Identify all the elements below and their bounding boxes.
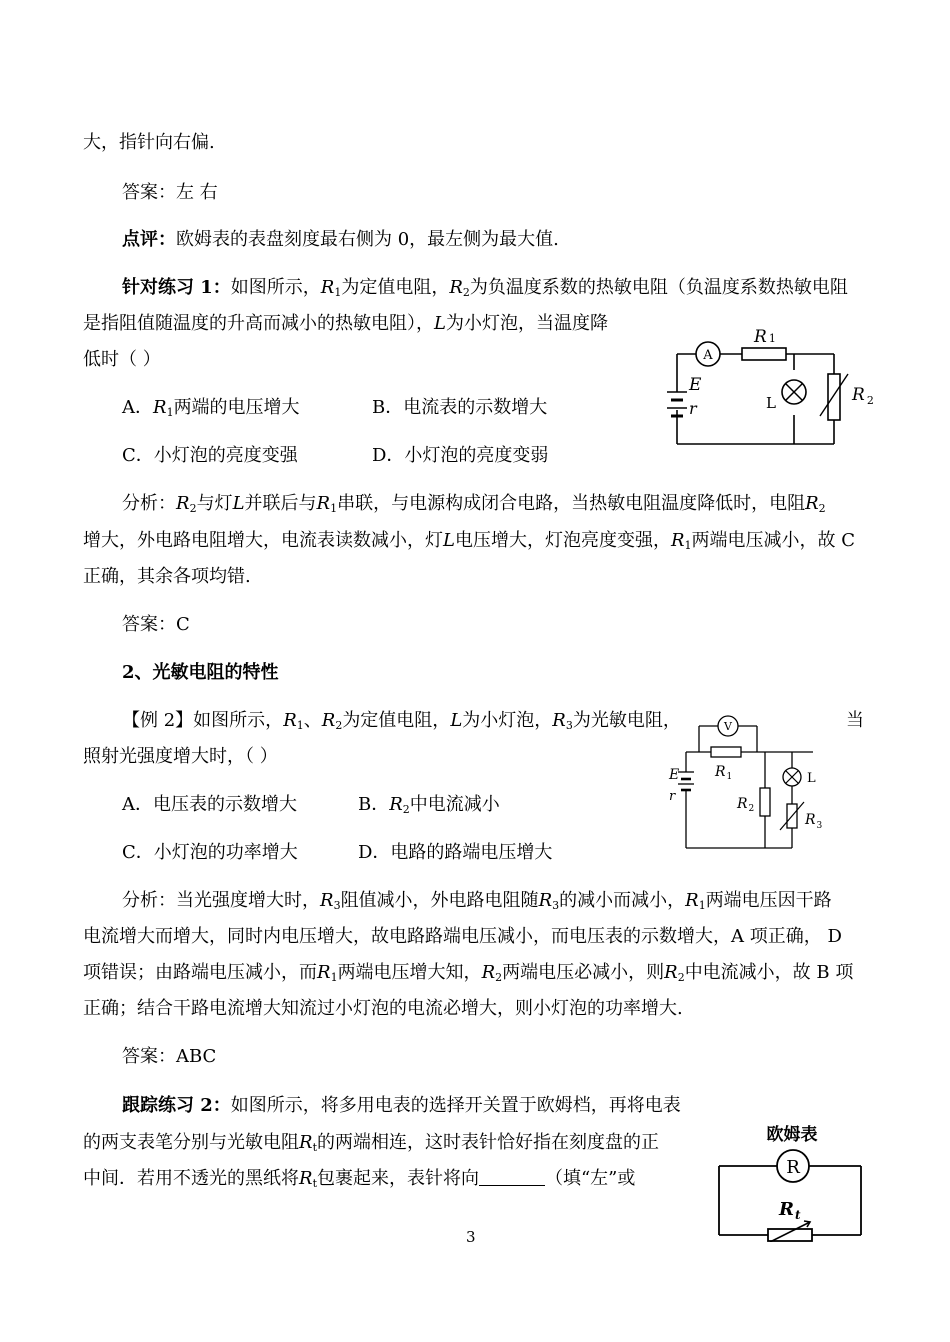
text-line: 电流增大而增大，同时内电压增大，故电路路端电压减小，而电压表的示数增大，A 项正确， D [83,926,842,947]
text-line: 中间．若用不透光的黑纸将$R_t$包裹起来，表针将向 （填“左”或 [83,1168,636,1190]
analysis-line: 分析：当光强度增大时，$R_3$阻值减小，外电路电阻随$R_3$的减小而减小，$R_1$两端电压因干路 [122,890,832,912]
ohmmeter-icon [777,1150,809,1182]
text-line: 是指阻值随温度的升高而减小的热敏电阻），L为小灯泡，当温度降 [83,313,608,334]
text-line: 的两支表笔分别与光敏电阻$R_t$的两端相连，这时表针恰好指在刻度盘的正 [83,1132,659,1154]
label-e: E [689,375,702,395]
option-d: D．小灯泡的亮度变弱 [372,445,549,466]
answer-line: 答案：C [122,614,190,635]
option-b: B．$R_2$中电流减小 [358,794,500,816]
example-2-title: 【例 2】如图所示，$R_1$、$R_2$为定值电阻，L为小灯泡，$R_3$为光敏电阻， [122,710,681,732]
resistor-r1 [711,747,741,757]
option-c: C．小灯泡的亮度变强 [122,445,298,466]
label-r3: $R_3$ [805,812,823,831]
text-line: 项错误；由路端电压减小，而$R_1$两端电压增大知，$R_2$两端电压必减小，则$R_2$中电流减小，故 B 项 [83,962,854,984]
option-a: A．$R_1$两端的电压增大 [122,397,300,419]
text-line: 大，指针向右偏. [83,132,215,153]
label-r2: $R_2$ [737,796,755,814]
voltmeter-icon [718,716,738,736]
svg-text:R: R [786,1157,800,1178]
lamp-icon [783,768,801,786]
fill-blank [479,1169,545,1186]
lamp-icon [782,380,806,404]
exercise-2-title: 跟踪练习 2：如图所示，将多用电表的选择开关置于欧姆档，再将电表 [122,1095,681,1116]
ammeter-icon [696,342,720,366]
option-a: A．电压表的示数增大 [122,794,297,815]
page-number: 3 [466,1228,476,1246]
label-r1: $R_1$ [715,764,733,782]
text-fragment: 当 [846,710,864,731]
exercise-1-title: 针对练习 1：如图所示，$R_1$为定值电阻，$R_2$为负温度系数的热敏电阻（负温度系数热敏电阻 [122,277,848,299]
option-d: D．电路的路端电压增大 [358,842,553,863]
label-l: L [766,394,776,412]
photoresistor-rt [768,1221,812,1242]
label-l: L [807,771,816,786]
text-line: 低时（ ） [83,349,161,370]
battery-icon [678,772,694,790]
resistor-r2 [760,788,770,816]
answer-line: 答案：左 右 [122,182,218,203]
label-r-internal: r [669,789,676,804]
circuit-diagram-3 [712,1118,868,1242]
svg-text:A: A [703,348,713,363]
analysis-line: 分析：$R_2$与灯L并联后与$R_1$串联，与电源构成闭合电路，当热敏电阻温度降低时，电阻$R_2$ [122,493,826,515]
circuit-diagram-1 [662,322,882,450]
label-r-internal: r [689,399,697,418]
section-heading: 2、光敏电阻的特性 [122,662,279,683]
photoresistor-r3 [780,802,804,830]
comment-line: 点评：欧姆表的表盘刻度最右侧为 0，最左侧为最大值. [122,229,559,250]
option-c: C．小灯泡的功率增大 [122,842,298,863]
thermistor-r2 [820,374,848,420]
resistor-r1 [742,348,786,360]
text-line: 正确，其余各项均错. [83,566,251,587]
text-line: 正确；结合干路电流增大知流过小灯泡的电流必增大，则小灯泡的功率增大. [83,998,683,1019]
label-r2: R $_2$ [852,385,874,407]
ohmmeter-title: 欧姆表 [766,1125,818,1145]
option-b: B．电流表的示数增大 [372,397,548,418]
circuit-diagram-2 [665,712,845,854]
label-e: E [669,767,680,783]
label-r1: R 1 [754,327,776,347]
label-rt: $R_t$ [779,1199,801,1222]
text-line: 照射光强度增大时，（ ） [83,746,278,767]
text-line: 增大，外电路电阻增大，电流表读数减小，灯L电压增大，灯泡亮度变强，$R_1$两端电压减小，故 C [83,530,856,552]
svg-text:V: V [724,720,732,733]
answer-line: 答案：ABC [122,1046,217,1067]
